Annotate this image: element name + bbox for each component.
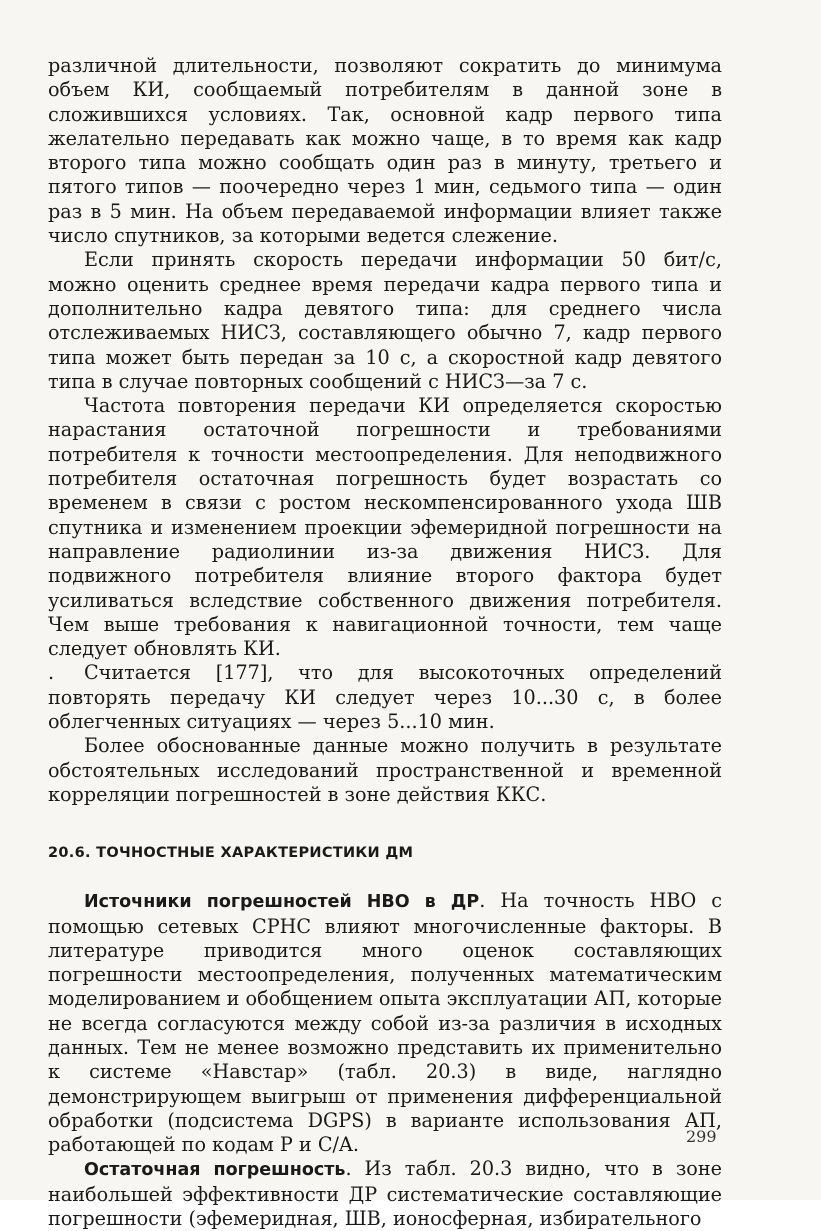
paragraph (48, 889, 722, 1157)
body-text (48, 54, 722, 1231)
stray-dot-mark: . (48, 661, 55, 685)
paragraph-text: . Из табл. 20.3 видно, что в зоне наибольшей эффективности ДР систематические составляющие погрешности (эфемеридная, ШВ, ионосферная, избирательного (48, 1157, 722, 1231)
paragraph: Частота повторения передачи КИ определяется скоростью нарастания остаточной погрешности и требованиями потребителя к точности местоопределения. Для неподвижного потребителя остаточная погрешность будет возрастать со временем в связи с ростом нескомпенсированного ухода ШВ спутника и изменением проекции эфемеридной погрешности на направление радиолинии из-за движения НИСЗ. Для подвижного потребителя влияние второго фактора будет усиливаться вследствие собственного движения потребителя. Чем выше требования к навигационной точности, тем чаще следует обновлять КИ. (48, 394, 722, 661)
paragraph (48, 1157, 722, 1231)
paragraph (48, 661, 722, 734)
paragraph-lead: Источники погрешностей НВО в ДР (84, 892, 480, 913)
paragraph: Более обоснованные данные можно получить в результате обстоятельных исследований пространственной и временной корреляции погрешностей в зоне действия ККС. (48, 734, 722, 806)
paragraph-text: Считается [177], что для высокоточных определений повторять передачу КИ следует через 10...30 с, в более облегченных ситуациях — через 5...10 мин. (48, 661, 722, 734)
paragraph: различной длительности, позволяют сократить до минимума объем КИ, сообщаемый потребителям в данной зоне в сложившихся условиях. Так, основной кадр первого типа желательно передавать как можно чаще, в то время как кадр второго типа можно сообщать один раз в минуту, третьего и пятого типов — поочередно через 1 мин, седьмого типа — один раз в 5 мин. На объем передаваемой информации влияет также число спутников, за которыми ведется слежение. (48, 54, 722, 248)
page-number: 299 (686, 1127, 717, 1146)
paragraph-lead: Остаточная погрешность (84, 1160, 346, 1181)
paragraph-text: . На точность НВО с помощью сетевых СРНС влияют многочисленные факторы. В литературе приводится много оценок составляющих погрешности местоопределения, полученных математическим моделированием и обобщением опыта эксплуатации АП, которые не всегда согласуются между собой из-за различия в исходных данных. Тем не менее возможно представить их применительно к системе «Навстар» (табл. 20.3) в виде, наглядно демонстрирующем выигрыш от применения дифференциальной обработки (подсистема DGPS) в варианте использования АП, работающей по кодам P и C/A. (48, 889, 723, 1157)
paragraph: Если принять скорость передачи информации 50 бит/с, можно оценить среднее время передачи кадра первого типа и дополнительно кадра девятого типа: для среднего числа отслеживаемых НИСЗ, составляющего обычно 7, кадр первого типа может быть передан за 10 с, а скоростной кадр девятого типа в случае повторных сообщений с НИСЗ—за 7 с. (48, 248, 722, 393)
section-heading: 20.6. ТОЧНОСТНЫЕ ХАРАКТЕРИСТИКИ ДМ (48, 845, 414, 862)
